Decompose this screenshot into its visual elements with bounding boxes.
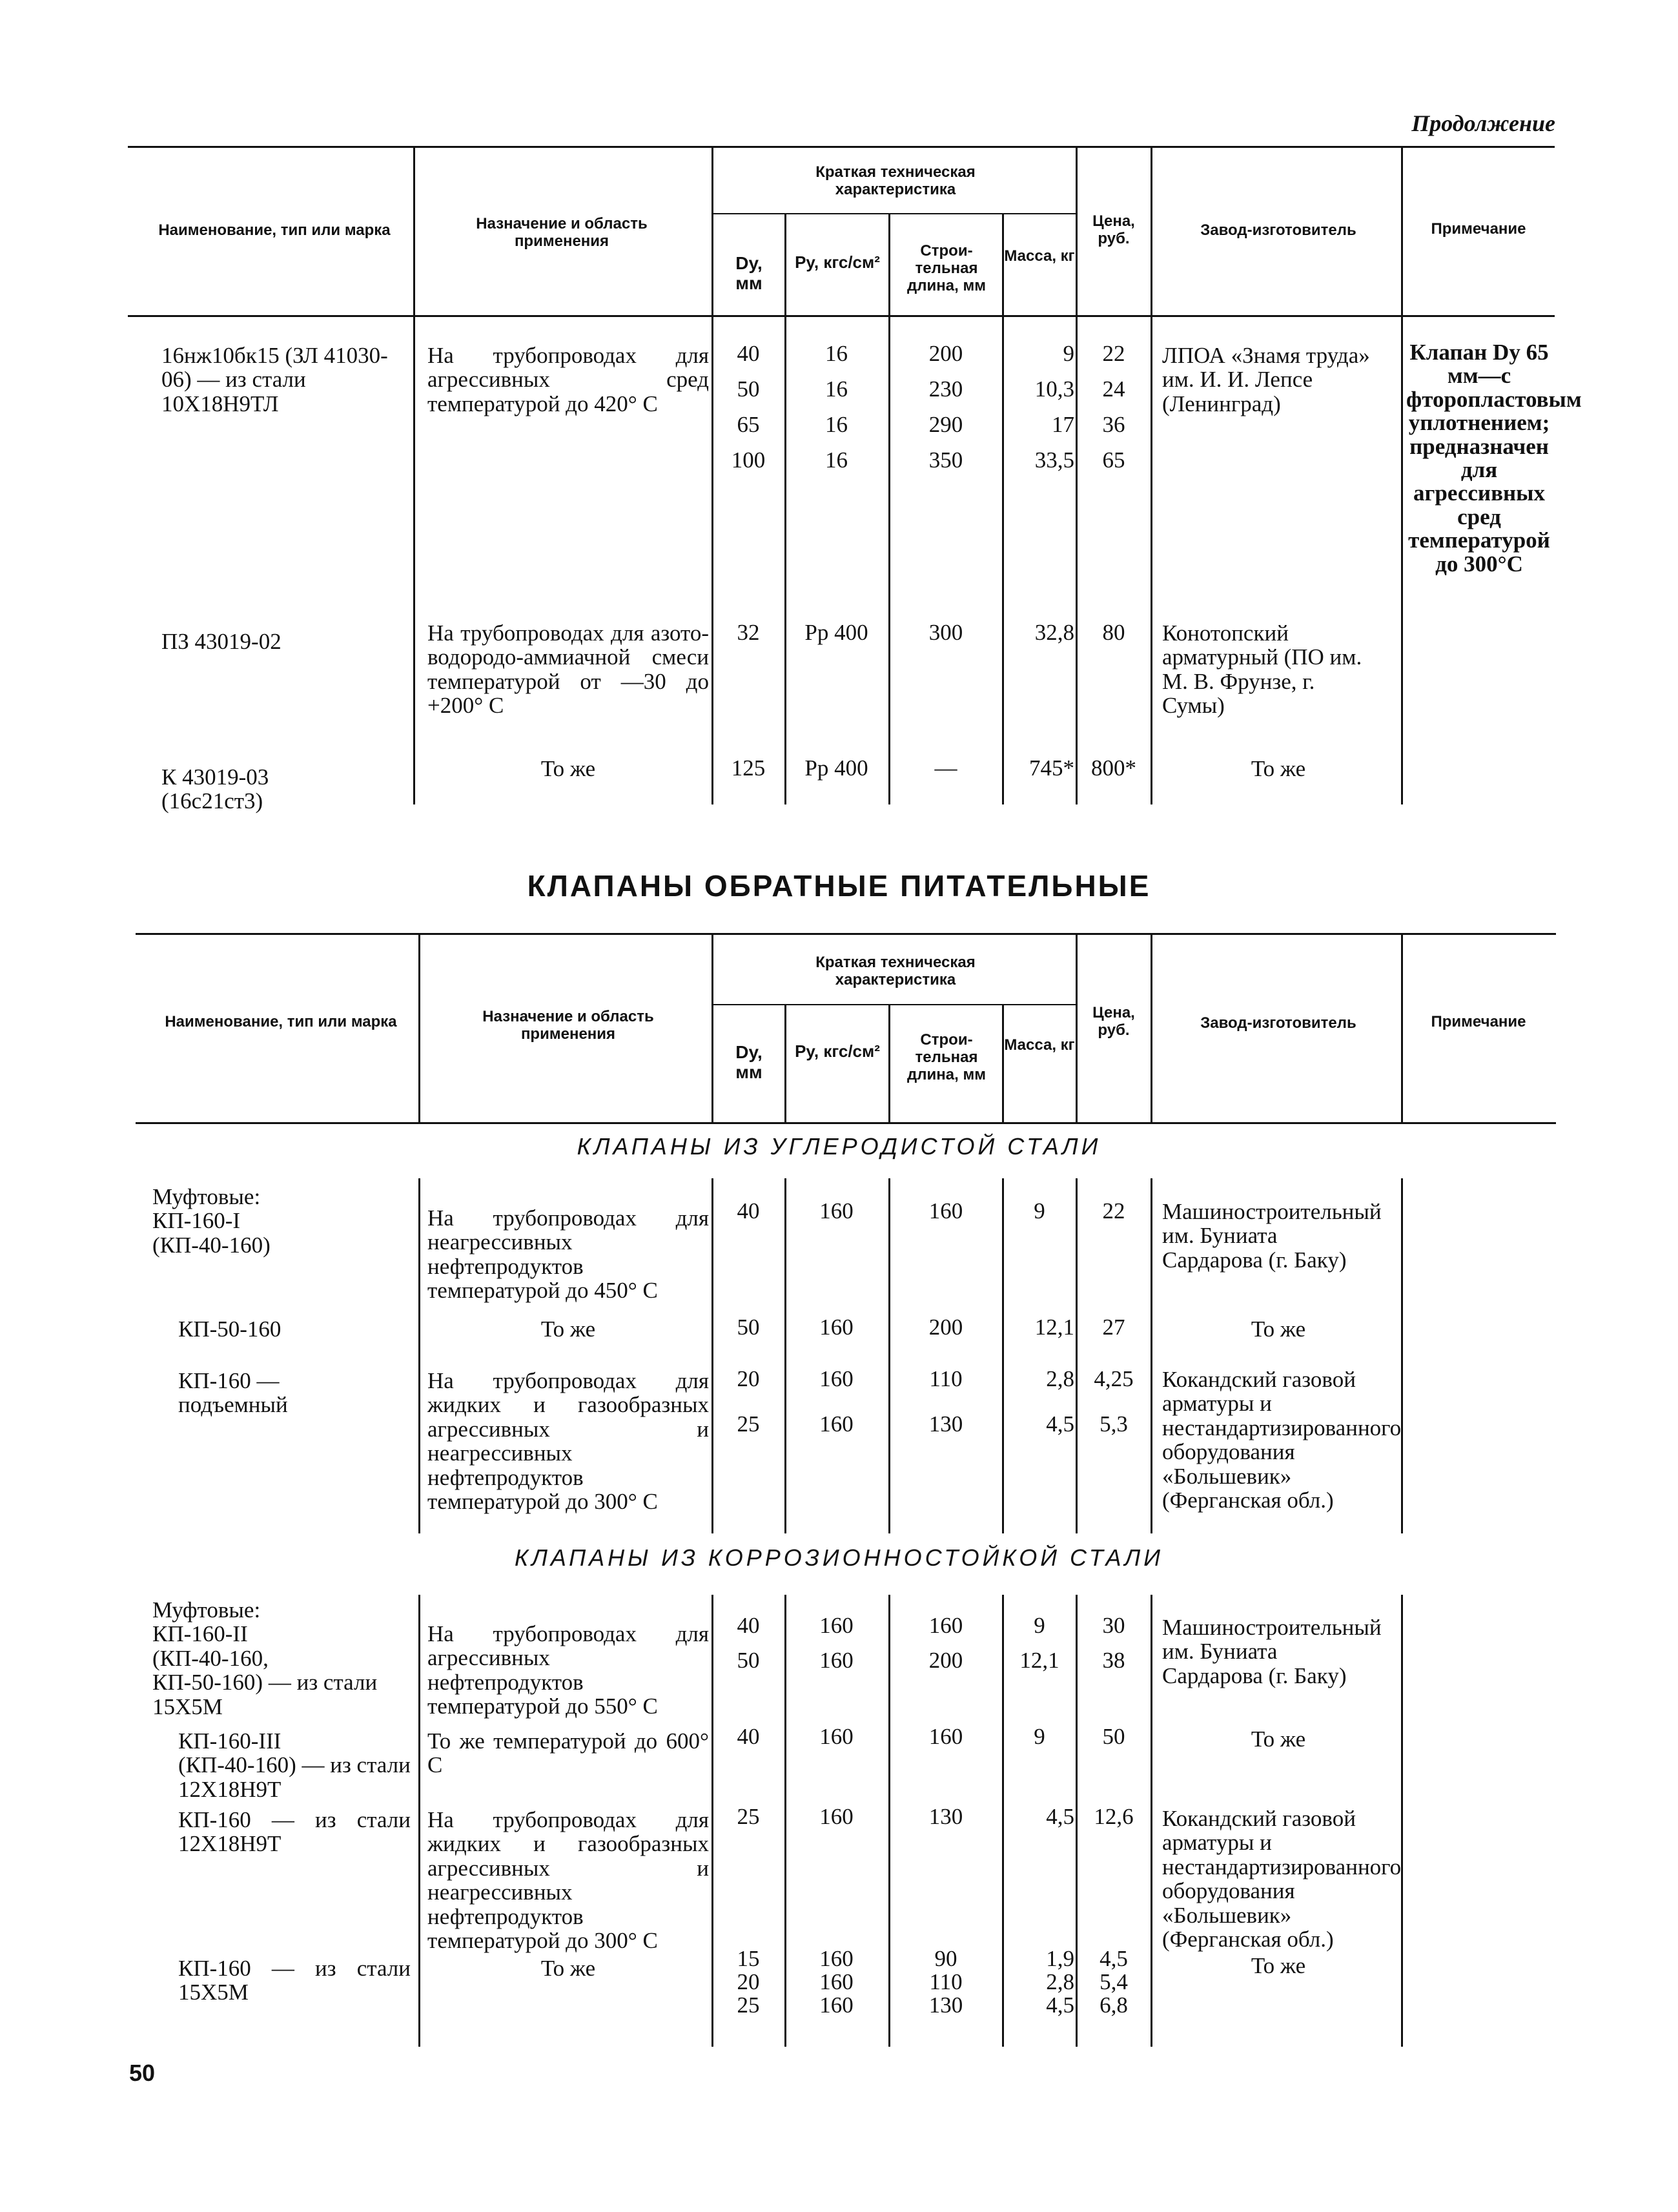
header-factory-2: Завод-изготовитель — [1200, 1014, 1356, 1032]
dy-value: 50 — [737, 376, 760, 402]
factory-kp50-160: То же — [1251, 1316, 1306, 1342]
py-value: 160 — [819, 1804, 854, 1829]
price-value: 50 — [1102, 1724, 1125, 1749]
dy-value: 100 — [731, 447, 766, 473]
header-note-2: Примечание — [1431, 1013, 1526, 1030]
header-purpose-2: Назначение и область применения — [482, 1008, 654, 1043]
header-mass: Масса, кг — [1004, 247, 1075, 265]
dy-value: 25 — [737, 1992, 760, 2018]
name-kp160-12x18: КП-160 — из стали 12Х18Н9Т — [178, 1807, 411, 1857]
length-value: 160 — [928, 1198, 963, 1224]
py-value: Pр 400 — [804, 755, 868, 781]
dy-value: 20 — [737, 1366, 760, 1391]
dy-value: 40 — [737, 341, 760, 366]
subtitle-stainless-steel: КЛАПАНЫ ИЗ КОРРОЗИОННОСТОЙКОЙ СТАЛИ — [515, 1544, 1163, 1571]
py-value: 160 — [819, 1724, 854, 1749]
subtitle-carbon-steel: КЛАПАНЫ ИЗ УГЛЕРОДИСТОЙ СТАЛИ — [577, 1133, 1101, 1160]
dy-value: 40 — [737, 1198, 760, 1224]
length-value: 110 — [929, 1969, 963, 1994]
mass-value: 12,1 — [1034, 1315, 1074, 1340]
purpose-kp160-3: То же температурой до 600° С — [427, 1728, 709, 1778]
dy-value: 32 — [737, 620, 760, 645]
length-value: 230 — [928, 376, 963, 402]
mass-value: 17 — [1052, 412, 1074, 437]
header-name: Наименование, тип или марка — [158, 221, 391, 239]
dy-value: 50 — [737, 1315, 760, 1340]
header-dy-2: Dу, мм — [735, 1042, 762, 1083]
purpose-k43019: То же — [540, 756, 596, 781]
dy-value: 40 — [737, 1724, 760, 1749]
price-value: 38 — [1102, 1648, 1125, 1673]
purpose-16nzh: На трубопроводах для агрессивных сред температурой до 420° С — [427, 343, 709, 416]
price-value: 30 — [1102, 1613, 1125, 1638]
mass-value: 4,5 — [1046, 1804, 1074, 1829]
name-kp160-3: КП-160-III (КП-40-160) — из стали 12Х18Н9Т — [178, 1728, 411, 1802]
name-k43019: К 43019-03 (16с21ст3) — [161, 764, 269, 814]
header-factory: Завод-изготовитель — [1200, 221, 1356, 239]
length-value: 130 — [928, 1992, 963, 2018]
price-value: 22 — [1102, 341, 1125, 366]
factory-kp160-3: То же — [1251, 1726, 1306, 1752]
note-16nzh: Клапан Dу 65 мм—с фторопластовым уплотнением; предназначен для агрессивных сред температурой до 300°С — [1406, 340, 1582, 577]
header-name-2: Наименование, тип или марка — [165, 1013, 397, 1030]
py-value: 160 — [819, 1969, 854, 1994]
mass-value: 1,9 — [1046, 1946, 1074, 1971]
dy-value: 25 — [737, 1804, 760, 1829]
mass-value: 10,3 — [1034, 376, 1074, 402]
py-value: 16 — [825, 412, 848, 437]
mass-value: 9 — [1034, 1613, 1045, 1638]
purpose-kp160-2: На трубопроводах для агрессивных нефтепродуктов температурой до 550° С — [427, 1621, 709, 1719]
header-note: Примечание — [1431, 220, 1526, 238]
factory-kokand: Кокандский газовой арматуры и нестандартизированного оборудования «Большевик» (Ферганская обл.) — [1162, 1367, 1402, 1513]
py-value: 160 — [819, 1315, 854, 1340]
length-value: 160 — [928, 1724, 963, 1749]
mass-value: 2,8 — [1046, 1366, 1074, 1391]
length-value: 200 — [928, 341, 963, 366]
factory-k43019: То же — [1251, 756, 1306, 781]
price-value: 80 — [1102, 620, 1125, 645]
py-value: 160 — [819, 1198, 854, 1224]
py-value: 16 — [825, 376, 848, 402]
name-kp160-1: Муфтовые: КП-160-I (КП-40-160) — [152, 1184, 271, 1258]
dy-value: 20 — [737, 1969, 760, 1994]
mass-value: 9 — [1034, 1198, 1045, 1224]
mass-value: 2,8 — [1046, 1969, 1074, 1994]
name-kp160-lift: КП-160 — подъемный — [178, 1368, 288, 1418]
mass-value: 4,5 — [1046, 1411, 1074, 1437]
py-value: Pр 400 — [804, 620, 868, 645]
length-value: 200 — [928, 1315, 963, 1340]
py-value: 16 — [825, 341, 848, 366]
factory-konotop: Конотопский арматурный (ПО им. М. В. Фрунзе, г. Сумы) — [1162, 620, 1362, 719]
mass-value: 32,8 — [1034, 620, 1074, 645]
price-value: 22 — [1102, 1198, 1125, 1224]
page-number: 50 — [129, 2060, 156, 2086]
name-pz43019: ПЗ 43019-02 — [161, 629, 281, 654]
header-dy: Dу, мм — [735, 253, 762, 294]
factory-sardarov: Машиностроительный им. Буниата Сардарова (г. Баку) — [1162, 1199, 1382, 1273]
py-value: 160 — [819, 1613, 854, 1638]
length-value: 290 — [928, 412, 963, 437]
factory-lpoa: ЛПОА «Знамя труда» им. И. И. Лепсе (Ленинград) — [1162, 343, 1370, 416]
header-purpose: Назначение и область применения — [476, 215, 648, 250]
price-value: 24 — [1102, 376, 1125, 402]
dy-value: 25 — [737, 1411, 760, 1437]
length-value: 160 — [928, 1613, 963, 1638]
mass-value: 4,5 — [1046, 1992, 1074, 2018]
price-value: 4,25 — [1094, 1366, 1134, 1391]
purpose-kp160-12x18: На трубопроводах для жидких и газообразных агрессивных и неагрессивных нефтепродуктов температурой до 300° С — [427, 1807, 709, 1954]
py-value: 160 — [819, 1648, 854, 1673]
header-mass-2: Масса, кг — [1004, 1036, 1075, 1054]
header-tech: Краткая техническая характеристика — [815, 163, 976, 198]
mass-value: 9 — [1034, 1724, 1045, 1749]
factory-sardarov-2: Машиностроительный им. Буниата Сардарова (г. Баку) — [1162, 1615, 1382, 1688]
length-value: 300 — [928, 620, 963, 645]
length-value: 90 — [934, 1946, 957, 1971]
py-value: 160 — [819, 1411, 854, 1437]
header-length-2: Строи-тельная длина, мм — [907, 1031, 986, 1083]
dy-value: 65 — [737, 412, 760, 437]
header-py: Pу, кгс/см² — [795, 252, 880, 272]
name-kp160-15x5m: КП-160 — из стали 15Х5М — [178, 1956, 411, 2005]
name-kp160-2: Муфтовые: КП-160-II (КП-40-160, КП-50-160) — из стали 15Х5М — [152, 1597, 378, 1719]
continuation-label: Продолжение — [1411, 110, 1555, 136]
mass-value: 12,1 — [1019, 1648, 1059, 1673]
dy-value: 125 — [731, 755, 766, 781]
factory-kp160-15x5m: То же — [1251, 1953, 1306, 1978]
length-value: 130 — [928, 1411, 963, 1437]
price-value: 5,4 — [1100, 1969, 1128, 1994]
py-value: 160 — [819, 1366, 854, 1391]
py-value: 160 — [819, 1946, 854, 1971]
purpose-kp50-160: То же — [540, 1316, 596, 1342]
purpose-kp160-15x5m: То же — [540, 1956, 596, 1981]
price-value: 800* — [1091, 755, 1136, 781]
price-value: 12,6 — [1094, 1804, 1134, 1829]
purpose-pz43019: На трубопроводах для азото-водородо-аммиачной смеси температурой от —30 до +200° С — [427, 620, 709, 719]
mass-value: 745* — [1029, 755, 1074, 781]
length-value: 200 — [928, 1648, 963, 1673]
factory-kokand-2: Кокандский газовой арматуры и нестандартизированного оборудования «Большевик» (Ферганская обл.) — [1162, 1806, 1402, 1952]
dy-value: 40 — [737, 1613, 760, 1638]
py-value: 160 — [819, 1992, 854, 2018]
price-value: 36 — [1102, 412, 1125, 437]
dy-value: 50 — [737, 1648, 760, 1673]
price-value: 27 — [1102, 1315, 1125, 1340]
price-value: 65 — [1102, 447, 1125, 473]
price-value: 4,5 — [1100, 1946, 1128, 1971]
section-title: КЛАПАНЫ ОБРАТНЫЕ ПИТАТЕЛЬНЫЕ — [527, 869, 1151, 903]
name-16nzh: 16нж10бк15 (ЗЛ 41030-06) — из стали 10Х18Н9ТЛ — [161, 343, 388, 416]
header-price-2: Цена, руб. — [1092, 1004, 1135, 1039]
header-price: Цена, руб. — [1092, 212, 1135, 247]
length-value: — — [934, 755, 957, 781]
mass-value: 33,5 — [1034, 447, 1074, 473]
header-py-2: Pу, кгс/см² — [795, 1041, 880, 1061]
length-value: 110 — [929, 1366, 963, 1391]
header-tech-2: Краткая техническая характеристика — [815, 954, 976, 988]
dy-value: 15 — [737, 1946, 760, 1971]
price-value: 5,3 — [1100, 1411, 1128, 1437]
name-kp50-160: КП-50-160 — [178, 1316, 281, 1342]
purpose-kp160-lift: На трубопроводах для жидких и газообразных агрессивных и неагрессивных нефтепродуктов температурой до 300° С — [427, 1368, 709, 1515]
mass-value: 9 — [1063, 341, 1074, 366]
header-length: Строи-тельная длина, мм — [907, 242, 986, 294]
purpose-kp160-1: На трубопроводах для неагрессивных нефтепродуктов температурой до 450° С — [427, 1205, 709, 1304]
price-value: 6,8 — [1100, 1992, 1128, 2018]
py-value: 16 — [825, 447, 848, 473]
length-value: 350 — [928, 447, 963, 473]
length-value: 130 — [928, 1804, 963, 1829]
